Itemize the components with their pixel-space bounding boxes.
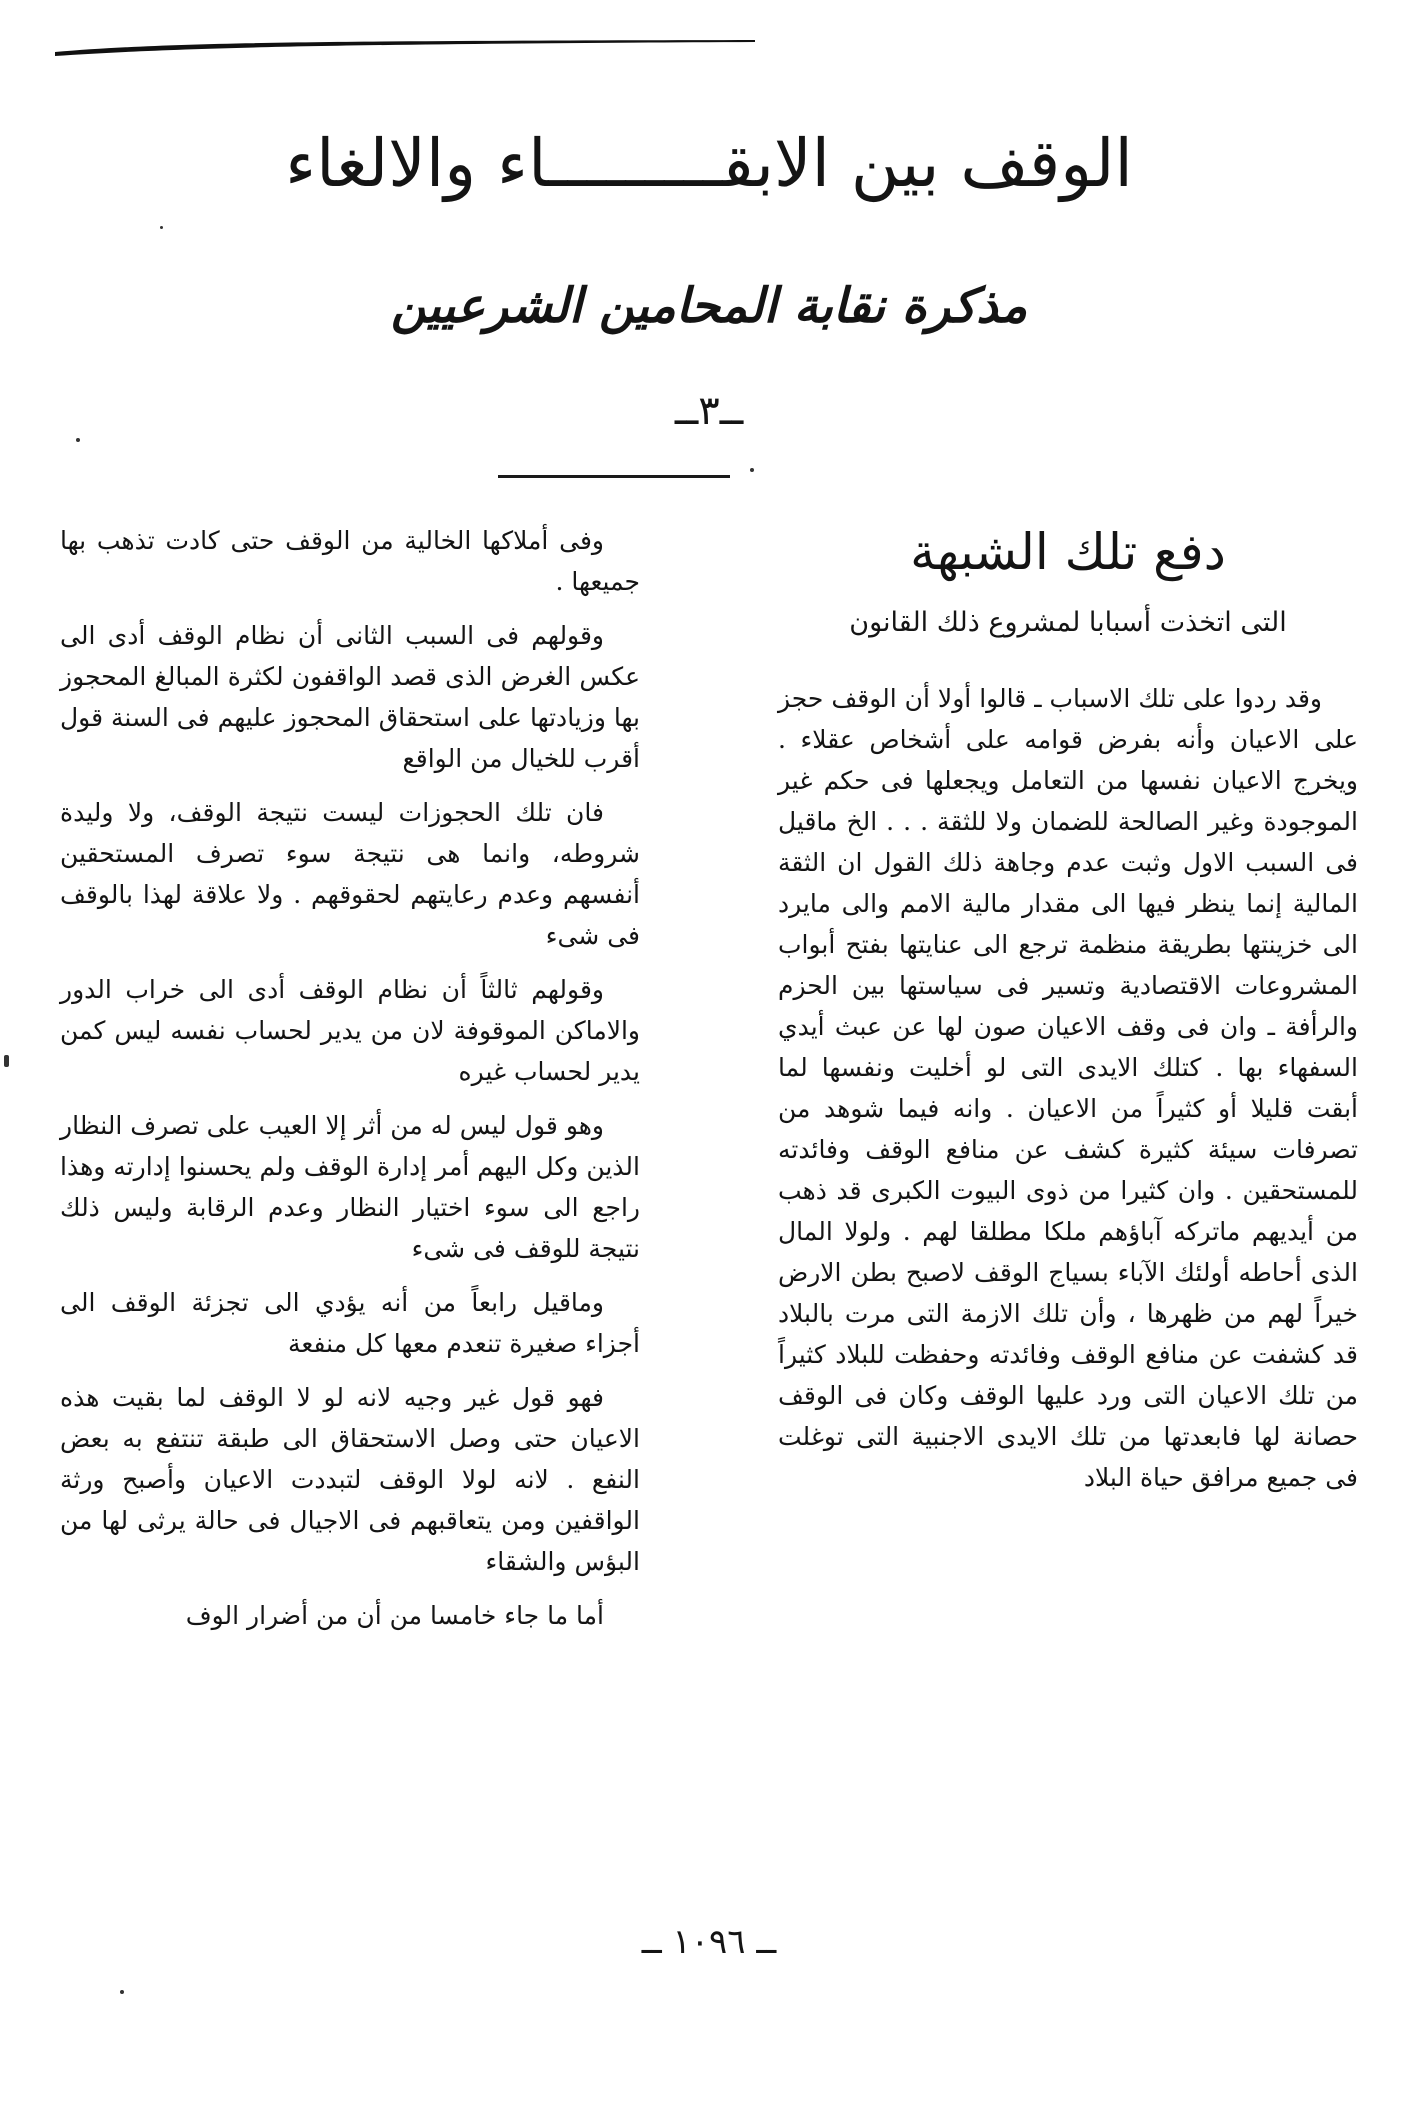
subtitle: مذكرة نقابة المحامين الشرعيين [390,278,1028,334]
left-column [60,520,640,1649]
scan-speck [4,1055,9,1067]
right-column [778,520,1358,1511]
section-subheading: التى اتخذت أسبابا لمشروع ذلك القانون [849,607,1287,638]
scan-speck [120,1990,124,1994]
title-divider [498,475,730,478]
section-heading: دفع تلك الشبهة [910,523,1226,581]
scan-speck [160,226,163,229]
part-number: ــ٣ــ [674,388,744,434]
paragraph: وقولهم فى السبب الثانى أن نظام الوقف أدى الى عكس الغرض الذى قصد الواقفون لكثرة المبالغ المحجوز بها وزيادتها على استحقاق المحجوز عليهم فى السنة قول أقرب للخيال من الواقع [60,621,640,773]
paragraph: وقولهم ثالثاً أن نظام الوقف أدى الى خراب الدور والاماكن الموقوفة لان من يدير لحساب نفسه ليس كمن يدير لحساب غيره [60,975,640,1086]
main-title: الوقف بين الابقـــــــــاء والالغاء [285,125,1133,202]
paragraph: فان تلك الحجوزات ليست نتيجة الوقف، ولا وليدة شروطه، وانما هى نتيجة سوء تصرف المستحقين أنفسهم وعدم رعايتهم لحقوقهم . ولا علاقة لهذا بالوقف فى شىء [60,798,640,950]
top-decorative-rule [55,38,755,62]
paragraph: أما ما جاء خامسا من أن من أضرار الوف [185,1601,604,1630]
paragraph: وهو قول ليس له من أثر إلا العيب على تصرف النظار الذين وكل اليهم أمر إدارة الوقف ولم يحسنوا إدارته وهذا راجع الى سوء اختيار النظار وعدم الرقابة وليس ذلك نتيجة للوقف فى شىء [60,1111,640,1263]
scan-speck [750,468,754,472]
paragraph: وقد ردوا على تلك الاسباب ـ قالوا أولا أن الوقف حجز على الاعيان وأنه بفرض قوامه على أشخاص عقلاء . ويخرج الاعيان نفسها من التعامل ويجعلها فى حكم غير الموجودة وغير الصالحة للضمان ولا للثقة . . . الخ ماقيل فى السبب الاول وثبت عدم وجاهة ذلك القول ان الثقة المالية إنما ينظر فيها الى مقدار مالية الامم والى مايرد الى خزينتها بطريقة منظمة ترجع الى عنايتها بفتح أبواب المشروعات الاقتصادية وتسير فى سياستها بين الحزم والرأفة ـ وان فى وقف الاعيان صون لها عن عبث أيدي السفهاء بها . كتلك الايدى التى لو أخليت ونفسها لما أبقت قليلا أو كثيراً من الاعيان . وانه فيما شوهد من تصرفات سيئة كثيرة كشف عن منافع الوقف وفائدته للمستحقين . وان كثيرا من ذوى البيوت الكبرى قد ذهب من أيديهم ماتركه آباؤهم ملكا مطلقا لهم . ولولا المال الذى أحاطه أولئك الآباء بسياج الوقف لاصبح بطن الارض خيراً لهم من ظهرها ، وأن تلك الازمة التى مرت بالبلاد قد كشفت عن منافع الوقف وفائدته وحفظت للبلاد كثيراً من تلك الاعيان التى ورد عليها الوقف وكان فى الوقف حصانة لها فابعدتها من تلك الايدى الاجنبية التى توغلت فى جميع مرافق حياة البلاد [778,684,1358,1492]
scan-speck [76,438,80,442]
page-number: ــ ١٠٩٦ ــ [641,1922,777,1962]
paragraph: وفى أملاكها الخالية من الوقف حتى كادت تذهب بها جميعها . [60,526,640,596]
paragraph: وماقيل رابعاً من أنه يؤدي الى تجزئة الوقف الى أجزاء صغيرة تنعدم معها كل منفعة [60,1288,640,1358]
paragraph: فهو قول غير وجيه لانه لو لا الوقف لما بقيت هذه الاعيان حتى وصل الاستحقاق الى طبقة تنتفع به بعض النفع . لانه لولا الوقف لتبددت الاعيان وأصبح ورثة الواقفين ومن يتعاقبهم فى الاجيال فى حالة يرثى لها من البؤس والشقاء [60,1383,640,1576]
